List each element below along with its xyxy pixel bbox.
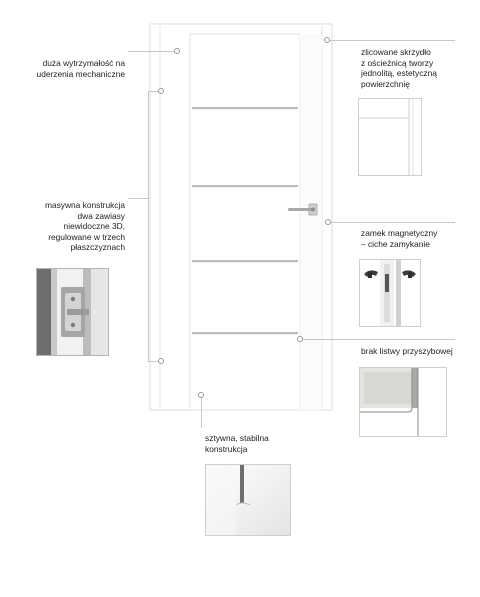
magnetic-lock-photo xyxy=(359,259,421,327)
marker-hinge-bottom xyxy=(158,358,164,364)
marker-lock xyxy=(325,219,331,225)
marker-hinge-top xyxy=(158,88,164,94)
door-illustration xyxy=(146,22,336,414)
callout-glass-label: brak listwy przyszybowej xyxy=(361,346,453,356)
callout-hinges-label: masywna konstrukcja dwa zawiasy niewidoczne 3D, regulowane w trzech płaszczyznach xyxy=(44,200,125,253)
leader-rigid xyxy=(201,398,202,428)
marker-flush xyxy=(324,37,330,43)
leader-hinges-vertical xyxy=(148,91,149,361)
door-handle-icon xyxy=(285,202,321,218)
hidden-hinge-photo xyxy=(36,268,109,356)
callout-rigid-label: sztywna, stabilna konstrukcja xyxy=(205,433,269,454)
leader-hinges-label xyxy=(128,198,148,199)
marker-glass xyxy=(297,336,303,342)
leader-impact xyxy=(128,51,174,52)
detail-flush-frame xyxy=(358,98,422,176)
leader-lock xyxy=(330,222,455,223)
marker-rigid xyxy=(198,392,204,398)
leader-flush xyxy=(330,40,455,41)
callout-impact-label: duża wytrzymałość na uderzenia mechaniczne xyxy=(36,58,125,79)
detail-rigid xyxy=(205,464,291,536)
leader-glass xyxy=(302,339,455,340)
callout-flush-label: zlicowane skrzydło z ościeżnicą tworzy jednolitą, estetyczną powierzchnię xyxy=(361,47,437,89)
callout-lock-label: zamek magnetyczny – ciche zamykanie xyxy=(361,228,438,249)
detail-glass-groove xyxy=(359,367,447,437)
marker-impact xyxy=(174,48,180,54)
